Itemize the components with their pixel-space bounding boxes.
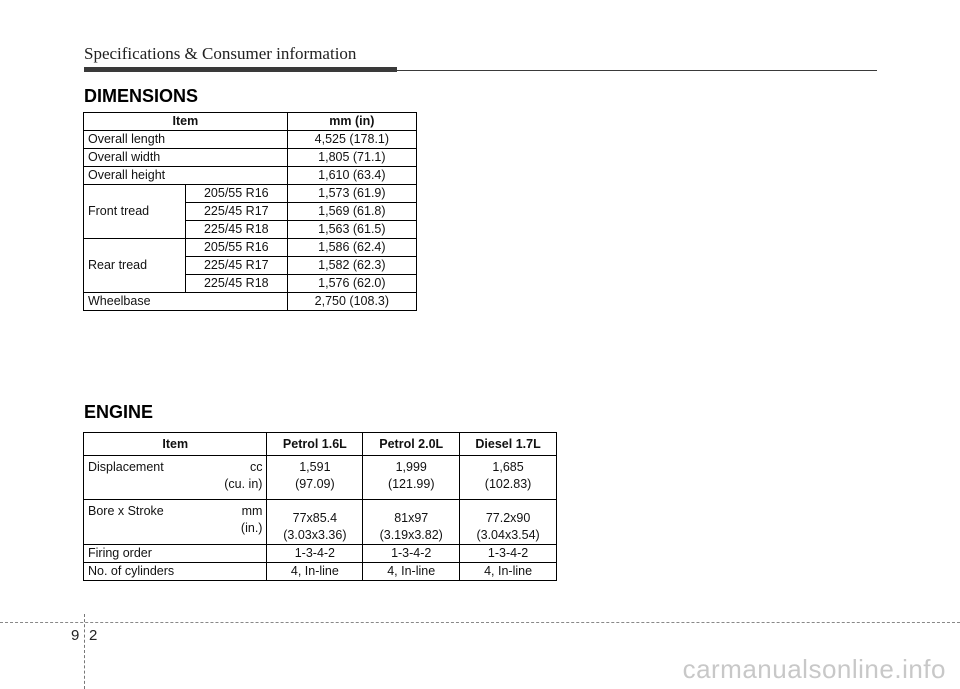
row-label-text: Displacement xyxy=(88,460,164,474)
row-value xyxy=(267,456,363,500)
row-value: 1-3-4-2 xyxy=(363,545,460,563)
row-value: 1-3-4-2 xyxy=(460,545,557,563)
row-label: Overall height xyxy=(84,167,288,185)
row-value xyxy=(460,500,557,545)
column-header-diesel-1-7: Diesel 1.7L xyxy=(460,433,557,456)
value-main: 1,591 xyxy=(299,460,331,474)
column-header-item: Item xyxy=(84,433,267,456)
value-sub: (121.99) xyxy=(387,477,435,491)
page-header-title: Specifications & Consumer information xyxy=(84,44,357,63)
table-header-row xyxy=(84,433,557,456)
row-value: 4, In-line xyxy=(460,563,557,581)
tire-size: 225/45 R17 xyxy=(185,257,287,275)
row-value: 1,573 (61.9) xyxy=(287,185,416,203)
value-sub: (3.03x3.36) xyxy=(283,528,347,542)
row-label: Overall width xyxy=(84,149,288,167)
engine-table xyxy=(83,432,557,581)
chapter-number: 9 xyxy=(71,627,80,644)
row-value: 1,576 (62.0) xyxy=(287,275,416,293)
tire-size: 225/45 R17 xyxy=(185,203,287,221)
table-row xyxy=(84,167,417,185)
value-main: 77.2x90 xyxy=(485,511,531,525)
dimensions-table xyxy=(83,112,417,311)
dimensions-title: DIMENSIONS xyxy=(84,86,199,106)
row-label: No. of cylinders xyxy=(84,563,267,581)
row-value xyxy=(460,456,557,500)
row-value: 1-3-4-2 xyxy=(267,545,363,563)
table-row xyxy=(84,293,417,311)
row-value xyxy=(363,500,460,545)
value-main: 1,685 xyxy=(492,460,524,474)
row-value: 4, In-line xyxy=(363,563,460,581)
table-row xyxy=(84,185,417,203)
value-main: 77x85.4 xyxy=(292,511,338,525)
unit-label: cc xyxy=(249,460,263,474)
tire-size: 205/55 R16 xyxy=(185,185,287,203)
row-label: Firing order xyxy=(84,545,267,563)
row-value: 1,563 (61.5) xyxy=(287,221,416,239)
row-label xyxy=(84,500,267,545)
row-value: 4, In-line xyxy=(267,563,363,581)
row-label: Overall length xyxy=(84,131,288,149)
row-label: Front tread xyxy=(84,185,186,239)
row-value: 1,610 (63.4) xyxy=(287,167,416,185)
unit-label: (in.) xyxy=(240,521,263,535)
row-value: 1,582 (62.3) xyxy=(287,257,416,275)
footer-dashed-rule xyxy=(0,622,960,623)
value-sub: (3.04x3.54) xyxy=(476,528,540,542)
row-value: 2,750 (108.3) xyxy=(287,293,416,311)
column-header-item: Item xyxy=(84,113,288,131)
column-header-mm-in: mm (in) xyxy=(287,113,416,131)
table-row xyxy=(84,131,417,149)
tire-size: 205/55 R16 xyxy=(185,239,287,257)
column-header-petrol-1-6: Petrol 1.6L xyxy=(267,433,363,456)
value-sub: (102.83) xyxy=(484,477,532,491)
row-label: Wheelbase xyxy=(84,293,288,311)
row-label: Rear tread xyxy=(84,239,186,293)
watermark-text: carmanualsonline.info xyxy=(682,654,946,684)
table-row xyxy=(84,149,417,167)
row-value: 1,586 (62.4) xyxy=(287,239,416,257)
table-row xyxy=(84,239,417,257)
row-value: 1,805 (71.1) xyxy=(287,149,416,167)
row-value: 1,569 (61.8) xyxy=(287,203,416,221)
tire-size: 225/45 R18 xyxy=(185,221,287,239)
value-sub: (3.19x3.82) xyxy=(379,528,443,542)
unit-label: (cu. in) xyxy=(224,477,263,491)
page-number: 2 xyxy=(89,627,98,644)
header-rule-thin xyxy=(397,70,877,71)
value-sub: (97.09) xyxy=(295,477,335,491)
row-value: 4,525 (178.1) xyxy=(287,131,416,149)
footer-dashed-divider xyxy=(84,614,85,689)
row-label-text: Bore x Stroke xyxy=(88,504,164,518)
table-row xyxy=(84,563,557,581)
table-header-row xyxy=(84,113,417,131)
column-header-petrol-2-0: Petrol 2.0L xyxy=(363,433,460,456)
row-value xyxy=(267,500,363,545)
header-rule-thick xyxy=(84,67,397,72)
tire-size: 225/45 R18 xyxy=(185,275,287,293)
engine-title: ENGINE xyxy=(84,402,154,422)
table-row xyxy=(84,545,557,563)
table-row xyxy=(84,456,557,500)
table-row xyxy=(84,500,557,545)
unit-label: mm xyxy=(241,504,263,518)
value-main: 81x97 xyxy=(394,511,429,525)
value-main: 1,999 xyxy=(395,460,427,474)
row-value xyxy=(363,456,460,500)
row-label xyxy=(84,456,267,500)
